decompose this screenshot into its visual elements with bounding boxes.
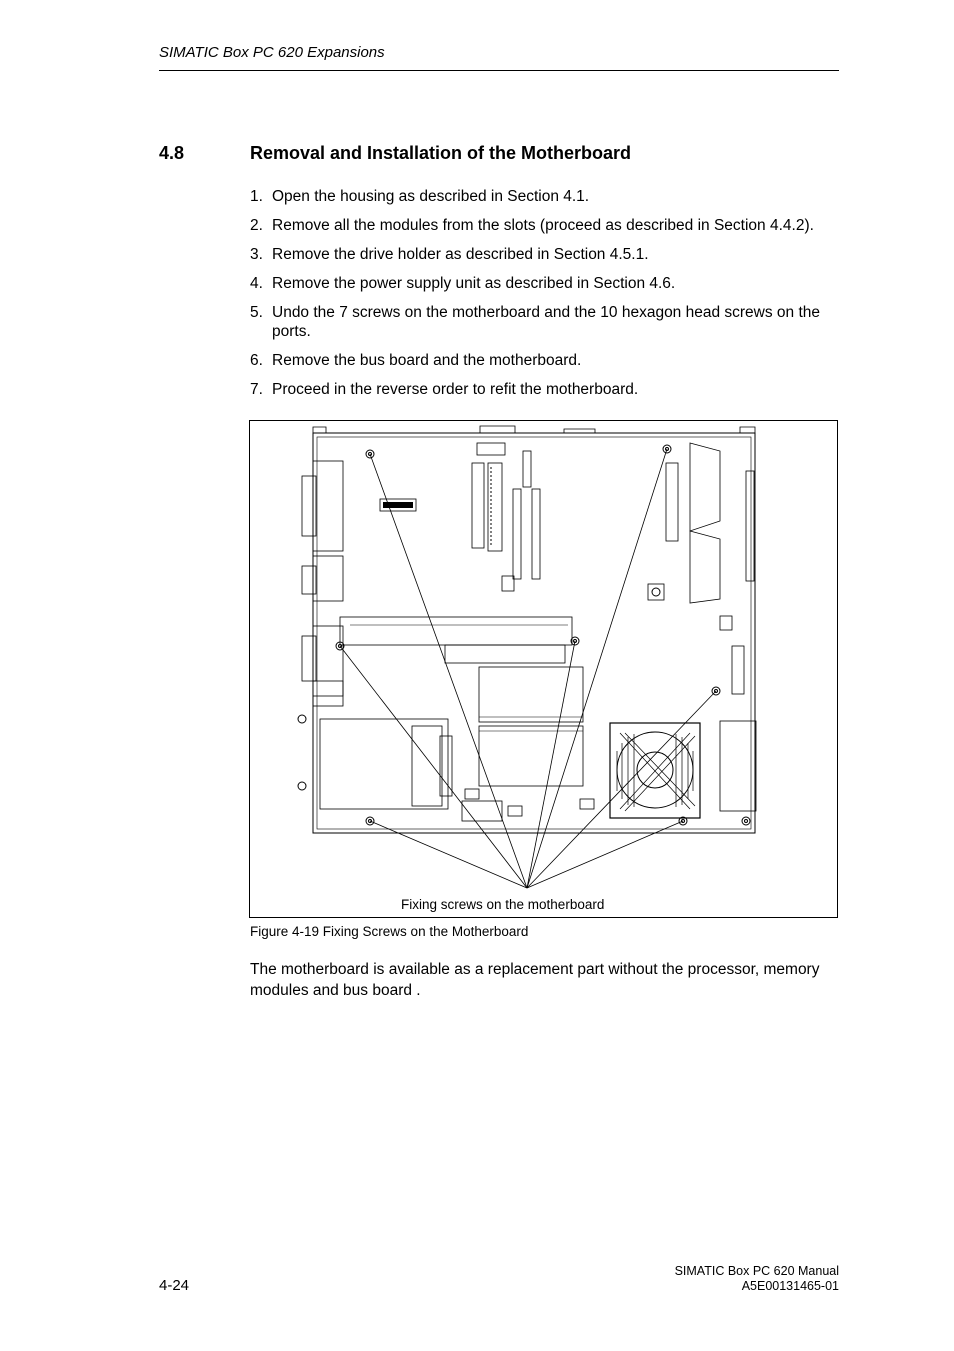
- bus-slot: [340, 617, 572, 645]
- step-number: 5.: [250, 304, 263, 321]
- step-item: [250, 351, 842, 370]
- lan-port: [313, 681, 343, 706]
- step-number: 7.: [250, 381, 263, 398]
- callout-leader-lines: [340, 449, 716, 888]
- figure-motherboard: [249, 420, 838, 918]
- step-item: [250, 380, 842, 399]
- dimm-slot: [532, 489, 540, 579]
- psu-bracket: [690, 443, 720, 531]
- memory-module: [479, 726, 583, 786]
- ide-connector: [488, 463, 502, 551]
- drive-holder: [320, 719, 448, 809]
- order-number: A5E00131465-01: [741, 1279, 839, 1293]
- ide-connector: [472, 463, 484, 548]
- step-text: Remove the power supply unit as described in Section 4.6.: [272, 275, 676, 292]
- step-item: [250, 187, 842, 206]
- step-text: Remove the drive holder as described in Section 4.5.1.: [272, 246, 649, 263]
- board-outline: [313, 433, 755, 833]
- serial-port: [313, 461, 343, 551]
- step-text: Remove the bus board and the motherboard.: [272, 352, 582, 369]
- running-header: SIMATIC Box PC 620 Expansions: [159, 44, 385, 61]
- step-text: Undo the 7 screws on the motherboard and the 10 hexagon head screws on the ports.: [272, 304, 821, 340]
- manual-title: SIMATIC Box PC 620 Manual: [674, 1264, 839, 1278]
- page-number: 4-24: [159, 1277, 190, 1294]
- step-text: Remove all the modules from the slots (proceed as described in Section 4.4.2).: [272, 217, 814, 234]
- step-number: 4.: [250, 275, 263, 292]
- memory-module: [479, 667, 583, 722]
- vga-port: [313, 556, 343, 601]
- step-item: [250, 245, 842, 264]
- battery: [648, 584, 664, 600]
- step-number: 3.: [250, 246, 263, 263]
- step-number: 1.: [250, 188, 263, 205]
- dimm-slot: [513, 489, 521, 579]
- parallel-port: [313, 626, 343, 696]
- figure-caption: Figure 4-19 Fixing Screws on the Motherboard: [250, 924, 529, 939]
- board-inner-outline: [317, 437, 751, 829]
- header-rule: [159, 70, 839, 71]
- motherboard-drawing: [250, 421, 837, 917]
- footer-manual-info: [675, 1264, 839, 1294]
- body-paragraph: The motherboard is available as a replacement part without the processor, memory modules and bus board .: [250, 961, 820, 999]
- section-title: Removal and Installation of the Motherboard: [250, 143, 632, 163]
- section-number: 4.8: [159, 143, 185, 163]
- floppy-connector: [666, 463, 678, 541]
- step-text: Proceed in the reverse order to refit the motherboard.: [272, 381, 639, 398]
- step-item: [250, 216, 842, 235]
- procedure-steps: [250, 187, 842, 409]
- step-number: 6.: [250, 352, 263, 369]
- step-text: Open the housing as described in Section 4.1.: [272, 188, 590, 205]
- port-screw: [298, 715, 306, 723]
- figure-callout-label: Fixing screws on the motherboard: [401, 897, 605, 912]
- step-item: [250, 303, 842, 341]
- step-number: 2.: [250, 217, 263, 234]
- step-item: [250, 274, 842, 293]
